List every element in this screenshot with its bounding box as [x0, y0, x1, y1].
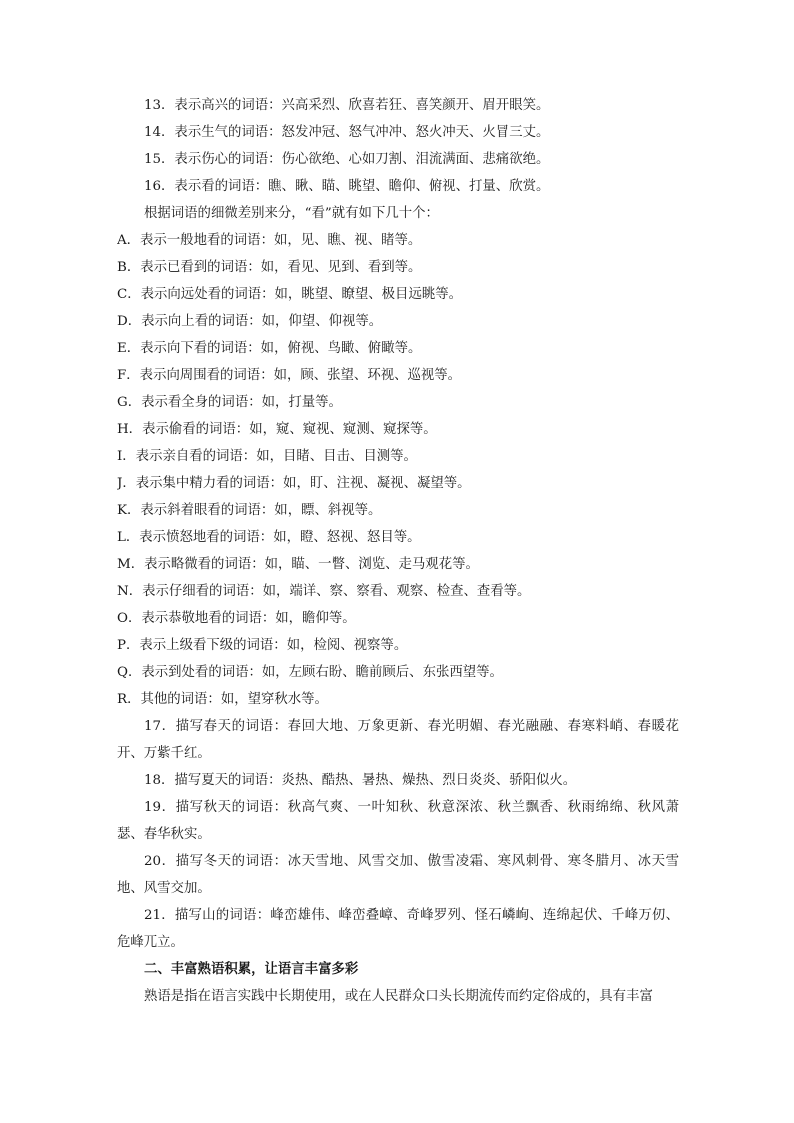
sub-item-r: R．其他的词语：如，望穿秋水等。 — [117, 692, 328, 707]
sub-item-g: G．表示看全身的词语：如，打量等。 — [117, 395, 342, 410]
sub-item-p: P．表示上级看下级的词语：如，检阅、视察等。 — [117, 638, 408, 653]
sub-item-j: J．表示集中精力看的词语：如，盯、注视、凝视、凝望等。 — [117, 476, 471, 491]
item-20: 20．描写冬天的词语：冰天雪地、风雪交加、傲雪凌霜、寒风刺骨、寒冬腊月、冰天雪地、风雪交加。 — [117, 854, 679, 896]
sub-item-n: N．表示仔细看的词语：如，端详、察、察看、观察、检查、查看等。 — [117, 584, 531, 599]
document-body — [117, 92, 679, 1010]
item-17: 17．描写春天的词语：春回大地、万象更新、春光明媚、春光融融、春寒料峭、春暖花开、万紫千红。 — [117, 719, 679, 761]
sub-item-i: I．表示亲自看的词语：如，目睹、目击、目测等。 — [117, 449, 417, 464]
last-paragraph: 熟语是指在语言实践中长期使用，或在人民群众口头长期流传而约定俗成的，具有丰富 — [144, 989, 653, 1004]
item-21: 21．描写山的词语：峰峦雄伟、峰峦叠嶂、奇峰罗列、怪石嶙峋、连绵起伏、千峰万仞、危峰兀立。 — [117, 908, 679, 950]
item-18: 18．描写夏天的词语：炎热、酷热、暑热、燥热、烈日炎炎、骄阳似火。 — [144, 773, 577, 788]
sub-item-e: E．表示向下看的词语：如，俯视、鸟瞰、俯瞰等。 — [117, 341, 422, 356]
sub-item-o: O．表示恭敬地看的词语：如，瞻仰等。 — [117, 611, 356, 626]
sub-item-c: C．表示向远处看的词语：如，眺望、瞭望、极目远眺等。 — [117, 287, 463, 302]
sub-item-h: H．表示偷看的词语：如，窥、窥视、窥测、窥探等。 — [117, 422, 437, 437]
sub-item-a: A．表示一般地看的词语：如，见、瞧、视、睹等。 — [117, 233, 422, 248]
item-16: 16．表示看的词语：瞧、瞅、瞄、眺望、瞻仰、俯视、打量、欣赏。 — [144, 179, 550, 194]
item-15: 15．表示伤心的词语：伤心欲绝、心如刀割、泪流满面、悲痛欲绝。 — [144, 152, 550, 167]
sub-item-f: F．表示向周围看的词语：如，顾、张望、环视、巡视等。 — [117, 368, 462, 383]
sub-item-d: D．表示向上看的词语：如，仰望、仰视等。 — [117, 314, 383, 329]
intro-line: 根据词语的细微差别来分，“看”就有如下几十个： — [144, 206, 439, 221]
item-14: 14．表示生气的词语：怒发冲冠、怒气冲冲、怒火冲天、火冒三丈。 — [144, 125, 550, 140]
sub-item-l: L．表示愤怒地看的词语：如，瞪、怒视、怒目等。 — [117, 530, 421, 545]
sub-item-k: K．表示斜着眼看的词语：如，瞟、斜视等。 — [117, 503, 382, 518]
item-13: 13．表示高兴的词语：兴高采烈、欣喜若狂、喜笑颜开、眉开眼笑。 — [144, 98, 550, 113]
item-19: 19．描写秋天的词语：秋高气爽、一叶知秋、秋意深浓、秋兰飘香、秋雨绵绵、秋风萧瑟、春华秋实。 — [117, 800, 679, 842]
sub-item-b: B．表示已看到的词语：如，看见、见到、看到等。 — [117, 260, 422, 275]
sub-item-q: Q．表示到处看的词语：如，左顾右盼、瞻前顾后、东张西望等。 — [117, 665, 503, 680]
sub-item-m: M．表示略微看的词语：如，瞄、一瞥、浏览、走马观花等。 — [117, 557, 479, 572]
section-heading: 二、丰富熟语积累，让语言丰富多彩 — [144, 962, 359, 977]
